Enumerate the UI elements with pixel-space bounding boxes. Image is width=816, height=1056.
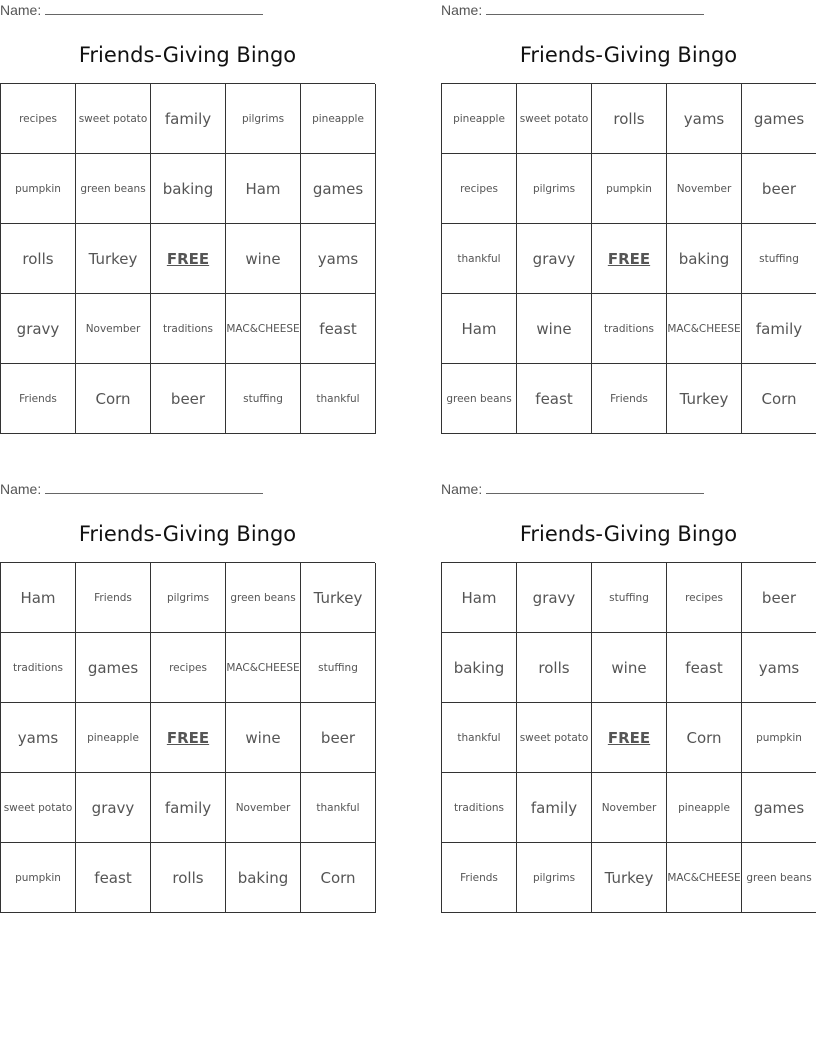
bingo-cell: baking — [226, 843, 301, 913]
bingo-cell: beer — [742, 563, 816, 633]
bingo-cell: wine — [592, 633, 667, 703]
bingo-cell: recipes — [151, 633, 226, 703]
name-label: Name: — [441, 481, 483, 497]
bingo-cell: games — [742, 84, 816, 154]
bingo-cell: gravy — [76, 773, 151, 843]
bingo-cell: pilgrims — [517, 154, 592, 224]
bingo-cell: pineapple — [442, 84, 517, 154]
bingo-cell: November — [226, 773, 301, 843]
name-row — [0, 2, 263, 18]
bingo-cell: beer — [301, 703, 376, 773]
bingo-cell: feast — [667, 633, 742, 703]
bingo-cell: feast — [76, 843, 151, 913]
bingo-cell: Corn — [742, 364, 816, 434]
bingo-cell: November — [76, 294, 151, 364]
bingo-grid — [441, 83, 816, 434]
bingo-cell: yams — [1, 703, 76, 773]
bingo-grid — [0, 83, 375, 434]
bingo-cell: thankful — [442, 703, 517, 773]
bingo-cell: Ham — [442, 563, 517, 633]
bingo-cell: baking — [151, 154, 226, 224]
bingo-cell: Ham — [442, 294, 517, 364]
free-space-cell: FREE — [151, 703, 226, 773]
card-title: Friends-Giving Bingo — [78, 522, 297, 546]
bingo-cell: pineapple — [301, 84, 376, 154]
bingo-cell: pumpkin — [1, 843, 76, 913]
bingo-card — [441, 479, 816, 919]
bingo-cell: stuffing — [301, 633, 376, 703]
bingo-cell: traditions — [1, 633, 76, 703]
bingo-cell: Friends — [76, 563, 151, 633]
bingo-cell: beer — [151, 364, 226, 434]
bingo-card — [0, 0, 375, 440]
bingo-cell: feast — [301, 294, 376, 364]
bingo-cell: Turkey — [76, 224, 151, 294]
bingo-cell: MAC&CHEESE — [667, 294, 742, 364]
bingo-cell: thankful — [301, 773, 376, 843]
bingo-cell: pumpkin — [742, 703, 816, 773]
bingo-grid — [0, 562, 375, 913]
bingo-cell: pineapple — [76, 703, 151, 773]
free-space-cell: FREE — [592, 703, 667, 773]
bingo-cell: Friends — [592, 364, 667, 434]
bingo-cell: beer — [742, 154, 816, 224]
bingo-cell: Ham — [226, 154, 301, 224]
bingo-cell: traditions — [151, 294, 226, 364]
bingo-cell: stuffing — [742, 224, 816, 294]
bingo-cell: green beans — [76, 154, 151, 224]
name-line — [45, 481, 263, 494]
bingo-cell: Turkey — [667, 364, 742, 434]
bingo-cell: Corn — [667, 703, 742, 773]
bingo-cell: stuffing — [592, 563, 667, 633]
bingo-cell: sweet potato — [76, 84, 151, 154]
bingo-cell: rolls — [592, 84, 667, 154]
bingo-cell: gravy — [1, 294, 76, 364]
bingo-cell: yams — [667, 84, 742, 154]
bingo-cell: wine — [226, 224, 301, 294]
bingo-cell: recipes — [667, 563, 742, 633]
bingo-cell: games — [301, 154, 376, 224]
bingo-cell: Friends — [1, 364, 76, 434]
bingo-cell: family — [517, 773, 592, 843]
bingo-cell: pilgrims — [151, 563, 226, 633]
bingo-cell: wine — [226, 703, 301, 773]
name-line — [486, 481, 704, 494]
bingo-cell: sweet potato — [517, 84, 592, 154]
bingo-cell: rolls — [151, 843, 226, 913]
bingo-cell: recipes — [1, 84, 76, 154]
card-title: Friends-Giving Bingo — [78, 43, 297, 67]
bingo-cell: Corn — [301, 843, 376, 913]
free-space-cell: FREE — [592, 224, 667, 294]
bingo-cell: family — [151, 84, 226, 154]
bingo-cell: November — [667, 154, 742, 224]
card-title: Friends-Giving Bingo — [519, 43, 738, 67]
bingo-cell: family — [742, 294, 816, 364]
name-label: Name: — [441, 2, 483, 18]
card-title: Friends-Giving Bingo — [519, 522, 738, 546]
bingo-cell: gravy — [517, 563, 592, 633]
bingo-cell: gravy — [517, 224, 592, 294]
bingo-cell: pilgrims — [517, 843, 592, 913]
bingo-cell: baking — [667, 224, 742, 294]
bingo-cell: rolls — [517, 633, 592, 703]
bingo-cell: recipes — [442, 154, 517, 224]
bingo-cell: baking — [442, 633, 517, 703]
name-line — [486, 2, 704, 15]
bingo-cell: stuffing — [226, 364, 301, 434]
bingo-grid — [441, 562, 816, 913]
bingo-cell: rolls — [1, 224, 76, 294]
bingo-cell: traditions — [592, 294, 667, 364]
bingo-cell: MAC&CHEESE — [667, 843, 742, 913]
bingo-cell: traditions — [442, 773, 517, 843]
bingo-cell: pumpkin — [1, 154, 76, 224]
bingo-cell: November — [592, 773, 667, 843]
bingo-card — [0, 479, 375, 919]
bingo-cell: pineapple — [667, 773, 742, 843]
bingo-card — [441, 0, 816, 440]
bingo-cell: sweet potato — [1, 773, 76, 843]
bingo-cell: sweet potato — [517, 703, 592, 773]
bingo-cell: yams — [742, 633, 816, 703]
bingo-cell: Friends — [442, 843, 517, 913]
bingo-cell: games — [742, 773, 816, 843]
bingo-cell: games — [76, 633, 151, 703]
name-row — [0, 481, 263, 497]
bingo-cell: MAC&CHEESE — [226, 633, 301, 703]
bingo-cell: feast — [517, 364, 592, 434]
bingo-cell: yams — [301, 224, 376, 294]
bingo-cell: green beans — [226, 563, 301, 633]
name-line — [45, 2, 263, 15]
name-row — [441, 2, 704, 18]
bingo-cell: pumpkin — [592, 154, 667, 224]
bingo-cell: green beans — [442, 364, 517, 434]
name-label: Name: — [0, 481, 42, 497]
bingo-cell: thankful — [442, 224, 517, 294]
bingo-cell: family — [151, 773, 226, 843]
bingo-cell: Turkey — [592, 843, 667, 913]
name-row — [441, 481, 704, 497]
bingo-cell: thankful — [301, 364, 376, 434]
free-space-cell: FREE — [151, 224, 226, 294]
bingo-cell: Turkey — [301, 563, 376, 633]
bingo-cell: MAC&CHEESE — [226, 294, 301, 364]
bingo-cell: Ham — [1, 563, 76, 633]
bingo-cell: green beans — [742, 843, 816, 913]
bingo-cell: pilgrims — [226, 84, 301, 154]
bingo-cell: Corn — [76, 364, 151, 434]
bingo-cell: wine — [517, 294, 592, 364]
name-label: Name: — [0, 2, 42, 18]
